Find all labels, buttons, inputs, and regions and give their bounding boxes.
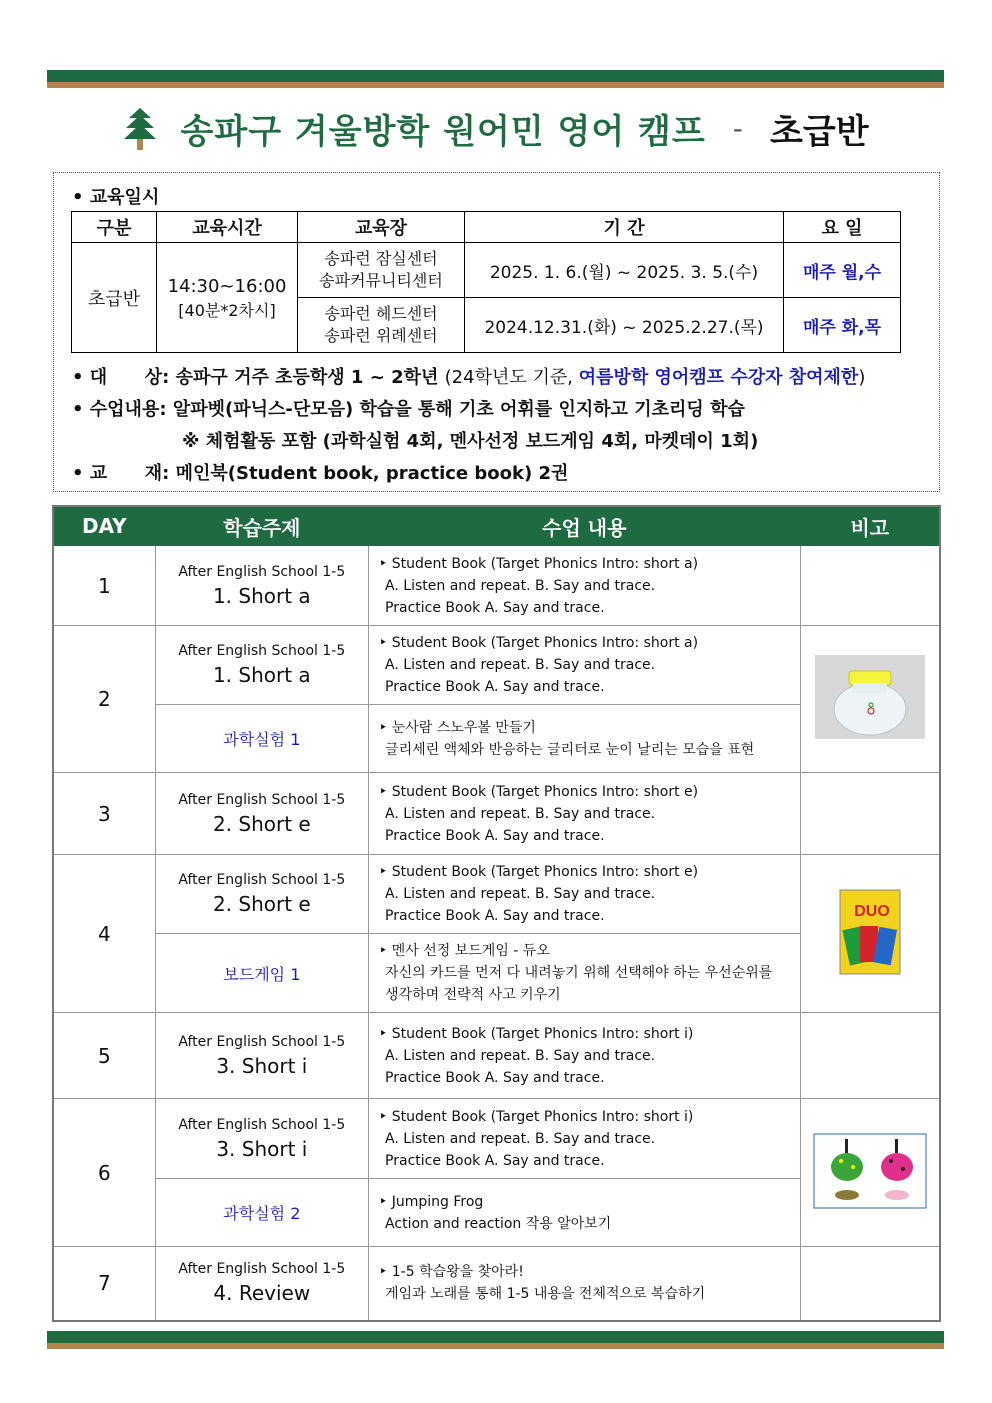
note-cell [800,1013,940,1099]
day-number: 4 [53,855,155,1013]
curriculum-header: 학습주제 [155,506,368,546]
topic-title: 4. Review [213,1281,311,1306]
topic-title: 1. Short a [212,583,311,608]
schedule-header: 요 일 [784,212,901,243]
lesson-line: ‣ Student Book (Target Phonics Intro: short e) [379,783,699,800]
lesson-line: 게임과 노래를 통해 1-5 내용을 전체적으로 복습하기 [385,1286,706,1303]
jumping-frog-image [813,1133,927,1209]
lesson-content [369,626,801,705]
topic-subtitle: After English School 1-5 [178,1261,346,1278]
lesson-line: 생각하며 전략적 사고 키우기 [385,987,561,1003]
location-cell: 송파런 잠실센터 송파커뮤니티센터 [298,243,465,298]
schedule-heading: • 교육일시 [72,187,160,208]
topic-cell [155,1013,368,1099]
day-number: 2 [53,626,155,773]
lesson-line: ‣ Student Book (Target Phonics Intro: short a) [379,555,699,572]
top-decorative-band [47,70,944,88]
topic-title: 1. Short a [212,663,311,687]
snowglobe-image [815,655,925,739]
schedule-header: 구분 [72,212,157,243]
title-main: 송파구 겨울방학 원어민 영어 캠프 [180,112,706,152]
topic-subtitle: After English School 1-5 [178,1033,346,1050]
lesson-line: 글리세린 액체와 반응하는 글리터로 눈이 날리는 모습을 표현 [385,741,755,758]
note-cell [800,626,940,773]
table-row [53,855,940,934]
topic-cell [155,705,368,773]
schedule-table [71,211,901,353]
note-cell [800,855,940,1013]
lesson-line: A. Listen and repeat. B. Say and trace. [385,1047,656,1064]
curriculum-header: 수업 내용 [369,506,801,546]
topic-subtitle: After English School 1-5 [178,872,346,888]
table-row [53,626,940,705]
note-cell [800,1247,940,1321]
title-dash: - [732,112,743,145]
table-row [53,1247,940,1321]
schedule-header: 교육장 [298,212,465,243]
lesson-line: ‣ Student Book (Target Phonics Intro: short i) [379,1025,694,1042]
lesson-content [369,1099,801,1179]
table-row [53,546,940,626]
table-row [53,1013,940,1099]
lesson-line: 자신의 카드를 먼저 다 내려놓기 위해 선택해야 하는 우선순위를 [385,965,773,981]
topic-title: 2. Short e [212,892,311,916]
lesson-line: ‣ Student Book (Target Phonics Intro: short e) [379,864,699,880]
topic-cell [155,773,368,855]
lesson-content [369,546,801,626]
activity-label: 보드게임 1 [223,964,301,984]
lesson-line: ‣ Student Book (Target Phonics Intro: short i) [379,1108,694,1125]
lesson-line: A. Listen and repeat. B. Say and trace. [385,1130,656,1147]
days-cell: 매주 월,수 [784,243,901,298]
content-line: • 수업내용: 알파벳(파닉스-단모음) 학습을 통해 기초 어휘를 인지하고 기초리딩 학습 [72,399,745,420]
lesson-line: ‣ Student Book (Target Phonics Intro: short a) [379,635,699,651]
material-line: • 교 재: 메인북(Student book, practice book) 2권 [72,463,569,484]
activity-label: 과학실험 2 [223,1204,301,1223]
topic-cell [155,855,368,934]
bottom-decorative-band [47,1331,944,1349]
lesson-content [369,855,801,934]
duo-game-image [838,888,902,976]
lesson-line: A. Listen and repeat. B. Say and trace. [385,886,656,902]
lesson-line: Practice Book A. Say and trace. [385,599,605,616]
note-cell [800,773,940,855]
topic-cell [155,626,368,705]
lesson-line: Practice Book A. Say and trace. [385,1069,605,1086]
location-cell: 송파런 헤드센터 송파런 위례센터 [298,298,465,353]
title-level: 초급반 [770,112,869,152]
activity-label: 과학실험 1 [223,730,301,749]
period-cell: 2024.12.31.(화) ~ 2025.2.27.(목) [465,298,784,353]
class-name: 초급반 [72,243,157,353]
lesson-line: Practice Book A. Say and trace. [385,1152,605,1169]
day-number: 5 [53,1013,155,1099]
curriculum-header: DAY [53,506,155,546]
content-note: ※ 체험활동 포함 (과학실험 4회, 멘사선정 보드게임 4회, 마켓데이 1회) [182,431,759,452]
topic-subtitle: After English School 1-5 [178,1116,346,1133]
day-number: 7 [53,1247,155,1321]
lesson-content [369,773,801,855]
curriculum-table [52,505,941,1322]
lesson-line: ‣ 1-5 학습왕을 찾아라! [379,1264,524,1281]
lesson-content [369,1179,801,1247]
page-title [0,104,992,164]
table-row [53,1099,940,1179]
day-number: 1 [53,546,155,626]
lesson-line: Practice Book A. Say and trace. [385,827,605,844]
duo-logo: DUO [853,902,890,920]
period-cell: 2025. 1. 6.(월) ~ 2025. 3. 5.(수) [465,243,784,298]
topic-title: 3. Short i [216,1136,308,1161]
days-cell: 매주 화,목 [784,298,901,353]
topic-cell [155,1179,368,1247]
topic-title: 3. Short i [216,1053,308,1078]
lesson-line: Action and reaction 작용 알아보기 [385,1215,612,1232]
topic-title: 2. Short e [212,811,311,836]
target-line: • 대 상: 송파구 거주 초등학생 1 ~ 2학년 (24학년도 기준, 여름방학 영어캠프 수강자 참여제한) [72,367,866,388]
lesson-line: A. Listen and repeat. B. Say and trace. [385,805,656,822]
topic-subtitle: After English School 1-5 [178,791,346,808]
note-cell [800,1099,940,1247]
lesson-content [369,934,801,1013]
lesson-line: Practice Book A. Say and trace. [385,908,605,924]
topic-cell [155,934,368,1013]
pine-tree-icon [123,106,157,152]
lesson-content [369,1013,801,1099]
lesson-line: Practice Book A. Say and trace. [385,679,605,695]
schedule-header: 교육시간 [157,212,298,243]
day-number: 3 [53,773,155,855]
lesson-line: A. Listen and repeat. B. Say and trace. [385,657,656,673]
note-cell [800,546,940,626]
lesson-content [369,1247,801,1321]
class-time: 14:30~16:00 [40분*2차시] [157,243,298,353]
lesson-line: A. Listen and repeat. B. Say and trace. [385,577,656,594]
day-number: 6 [53,1099,155,1247]
lesson-line: ‣ 눈사람 스노우볼 만들기 [379,719,536,736]
topic-cell [155,546,368,626]
topic-cell [155,1099,368,1179]
info-box [53,172,940,492]
curriculum-header: 비고 [800,506,940,546]
schedule-header: 기 간 [465,212,784,243]
lesson-content [369,705,801,773]
lesson-line: ‣ Jumping Frog [379,1193,484,1210]
topic-subtitle: After English School 1-5 [178,563,346,580]
topic-subtitle: After English School 1-5 [178,643,346,659]
lesson-line: ‣ 멘사 선정 보드게임 - 듀오 [379,943,550,959]
topic-cell [155,1247,368,1321]
table-row [53,773,940,855]
